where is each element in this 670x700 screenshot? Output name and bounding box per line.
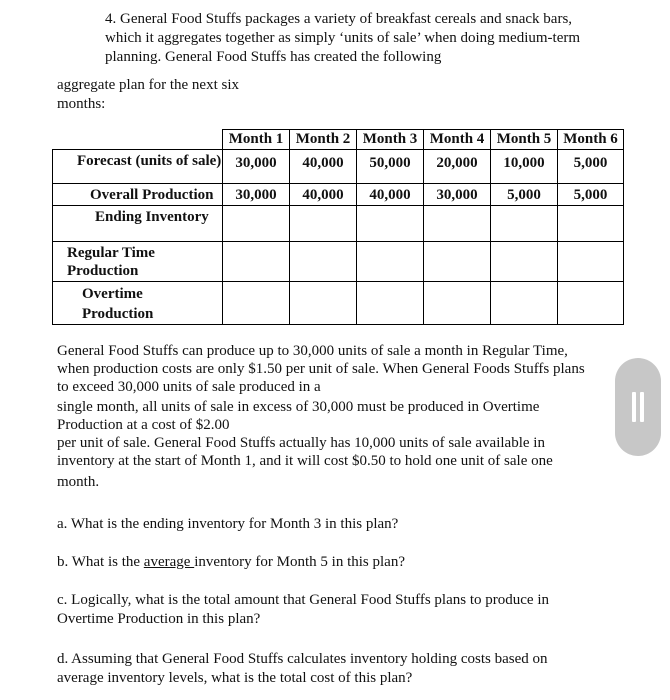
question-a-text: a. What is the ending inventory for Month 3 in this plan? <box>57 516 399 532</box>
question-c <box>57 591 617 629</box>
header-month-6: Month 6 <box>558 130 624 150</box>
paragraph-line: month. <box>57 474 100 490</box>
question-b <box>57 553 617 572</box>
table-cell-empty <box>491 282 558 325</box>
table-cell: 10,000 <box>491 150 558 184</box>
table-cell-empty <box>491 242 558 282</box>
question-d-line: d. Assuming that General Food Stuffs calculates inventory holding costs based on <box>57 651 548 667</box>
paragraph-line: Production at a cost of $2.00 <box>57 417 230 433</box>
table-cell-empty <box>424 206 491 242</box>
header-month-2: Month 2 <box>290 130 357 150</box>
empty-corner-cell <box>53 130 223 150</box>
question-b-suffix: inventory for Month 5 in this plan? <box>194 554 405 570</box>
header-month-3: Month 3 <box>357 130 424 150</box>
table-cell-empty <box>357 242 424 282</box>
table-cell: 30,000 <box>424 184 491 206</box>
problem-paragraph <box>57 342 617 491</box>
table-row-overall-production <box>53 184 624 206</box>
table-cell-empty <box>223 206 290 242</box>
table-cell-empty <box>290 242 357 282</box>
row-label-overtime: Overtime Production <box>53 282 223 325</box>
question-c-line: Overtime Production in this plan? <box>57 611 261 627</box>
table-cell-empty <box>223 242 290 282</box>
table-row-regular-time <box>53 242 624 282</box>
table-cell-empty <box>558 282 624 325</box>
intro-line: months: <box>57 96 106 112</box>
table-row-overtime <box>53 282 624 325</box>
table-cell-empty <box>290 282 357 325</box>
table-row-ending-inventory <box>53 206 624 242</box>
intro-line: aggregate plan for the next six <box>57 77 240 93</box>
table-cell-empty <box>223 282 290 325</box>
aggregate-plan-table <box>52 129 624 325</box>
table-cell: 5,000 <box>558 184 624 206</box>
table-cell-empty <box>290 206 357 242</box>
table-cell: 40,000 <box>290 150 357 184</box>
problem-intro <box>105 10 625 67</box>
scroll-handle[interactable] <box>615 358 661 456</box>
problem-intro-tail <box>57 76 357 114</box>
intro-line: planning. General Food Stuffs has created the following <box>105 49 442 65</box>
table-cell-empty <box>558 206 624 242</box>
table-cell: 30,000 <box>223 150 290 184</box>
question-d <box>57 650 617 688</box>
question-c-line: c. Logically, what is the total amount that General Food Stuffs plans to produce in <box>57 592 549 608</box>
table-cell: 30,000 <box>223 184 290 206</box>
header-month-5: Month 5 <box>491 130 558 150</box>
question-d-line: average inventory levels, what is the total cost of this plan? <box>57 670 413 686</box>
paragraph-line: to exceed 30,000 units of sale produced in a <box>57 379 321 395</box>
question-a <box>57 515 617 534</box>
table-cell-empty <box>357 206 424 242</box>
table-cell-empty <box>558 242 624 282</box>
paragraph-line: per unit of sale. General Food Stuffs actually has 10,000 units of sale available in <box>57 435 545 451</box>
table-row-forecast <box>53 150 624 184</box>
table-cell: 40,000 <box>290 184 357 206</box>
paragraph-line: General Food Stuffs can produce up to 30,000 units of sale a month in Regular Time, <box>57 343 568 359</box>
table-cell: 5,000 <box>558 150 624 184</box>
row-label-overall-production: Overall Production <box>53 184 223 206</box>
row-label-regular-time: Regular Time Production <box>53 242 223 282</box>
table-cell-empty <box>491 206 558 242</box>
table-header-row <box>53 130 624 150</box>
intro-line: 4. General Food Stuffs packages a variety of breakfast cereals and snack bars, <box>105 11 573 27</box>
table-cell-empty <box>357 282 424 325</box>
table-cell: 50,000 <box>357 150 424 184</box>
table-cell: 40,000 <box>357 184 424 206</box>
table-cell: 20,000 <box>424 150 491 184</box>
table-cell: 5,000 <box>491 184 558 206</box>
paragraph-line: single month, all units of sale in excess of 30,000 must be produced in Overtime <box>57 399 540 415</box>
table-cell-empty <box>424 242 491 282</box>
question-b-emphasis: average <box>143 554 195 570</box>
row-label-ending-inventory: Ending Inventory <box>53 206 223 242</box>
intro-line: which it aggregates together as simply ‘units of sale’ when doing medium-term <box>105 30 581 46</box>
paragraph-line: inventory at the start of Month 1, and it will cost $0.50 to hold one unit of sale one <box>57 453 553 469</box>
paragraph-line: when production costs are only $1.50 per unit of sale. When General Foods Stuffs plans <box>57 361 585 377</box>
header-month-1: Month 1 <box>223 130 290 150</box>
row-label-forecast: Forecast (units of sale) <box>53 150 223 184</box>
question-b-prefix: b. What is the <box>57 554 144 570</box>
header-month-4: Month 4 <box>424 130 491 150</box>
table-cell-empty <box>424 282 491 325</box>
